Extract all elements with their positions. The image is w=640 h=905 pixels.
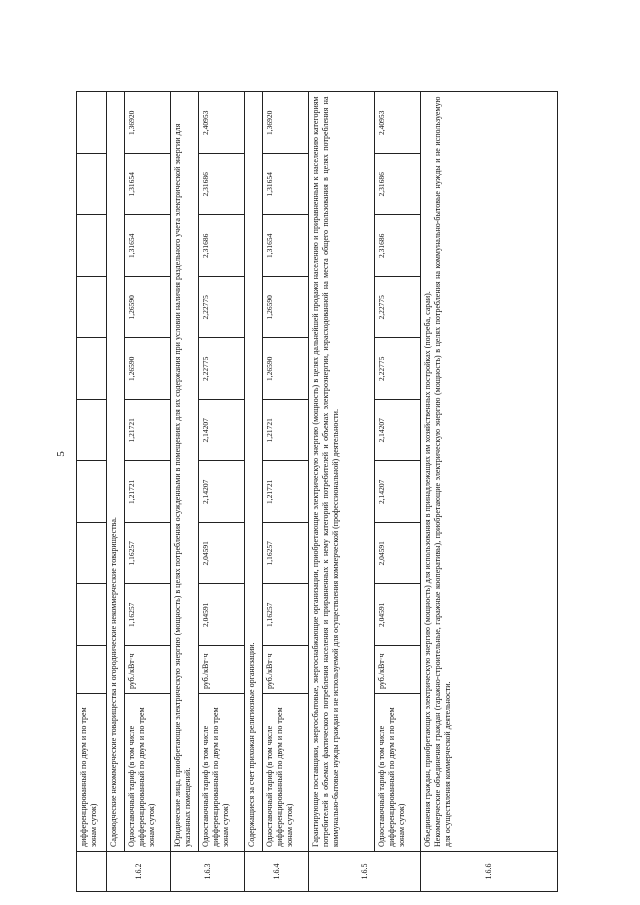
value-cell: 2,31686 [199, 215, 245, 277]
value-cell [77, 154, 107, 216]
value-cell: 1,16257 [263, 584, 309, 646]
row-number [77, 852, 107, 892]
value-cell: 1,26590 [125, 338, 171, 400]
tariff-table [76, 92, 558, 893]
row-name: дифференцированный по двум и по трем зонам суток) [77, 694, 107, 852]
value-cell: 1,21721 [125, 461, 171, 523]
value-cell: 2,31686 [199, 154, 245, 216]
value-cell: 2,22775 [199, 277, 245, 339]
value-cell: 1,16257 [125, 584, 171, 646]
row-number: 1.6.2 [107, 852, 171, 892]
value-cell: 2,04591 [375, 523, 421, 585]
unit-cell: руб./кВт·ч [263, 646, 309, 694]
value-cell: 1,26590 [125, 277, 171, 339]
value-cell [77, 400, 107, 462]
unit-cell: руб./кВт·ч [199, 646, 245, 694]
value-cell [77, 92, 107, 154]
value-cell: 2,31686 [375, 154, 421, 216]
value-cell: 2,22775 [199, 338, 245, 400]
table-row [199, 92, 245, 892]
rate-name: Одноставочный тариф (в том числе дифференцированный по двум и по трем зонам суток) [263, 694, 309, 852]
value-cell: 1,31654 [125, 154, 171, 216]
row-number: 1.6.6 [421, 852, 558, 892]
value-cell: 2,40953 [199, 92, 245, 154]
unit-cell: руб./кВт·ч [375, 646, 421, 694]
section-title: Объединения граждан, приобретающих электрическую энергию (мощность) для использования в принадлежащих им хозяйственных постройках (погреба, сараи). Некоммерческие объединения граждан (гаражно-строительные, гаражные кооперативы), приобретающие электрическую энергию (мощность) в целях потребления на коммунально-бытовые нужды и не используемую для осуществления коммерческой деятельности. [421, 92, 558, 852]
section-title: Гарантирующие поставщики, энергосбытовые, энергоснабжающие организации, приобретающие электрическую энергию (мощность) в целях дальнейшей продажи населению и приравненным к населению категориям потребителей в объемах фактического потребления населения и приравненных к нему категорий потребителей и объемах электроэнергии, израсходованной на места общего пользования в целях потребления на коммунально-бытовые нужды граждан и не используемой для осуществления коммерческой (профессиональной) деятельности. [309, 92, 375, 852]
rate-name: Одноставочный тариф (в том числе дифференцированный по двум и по трем зонам суток) [375, 694, 421, 852]
value-cell: 2,04591 [375, 584, 421, 646]
value-cell [77, 461, 107, 523]
unit-cell [77, 646, 107, 694]
section-header-row [171, 92, 199, 892]
rate-name: Одноставочный тариф (в том числе дифференцированный по двум и по трем зонам суток) [199, 694, 245, 852]
section-title: Садоводческие некоммерческие товарищества и огороднические некоммерческие товарищества. [107, 92, 125, 852]
value-cell: 2,14207 [375, 461, 421, 523]
value-cell: 1,36920 [125, 92, 171, 154]
value-cell: 2,14207 [199, 461, 245, 523]
value-cell: 2,14207 [199, 400, 245, 462]
unit-cell: руб./кВт·ч [125, 646, 171, 694]
value-cell: 1,36920 [263, 92, 309, 154]
value-cell: 1,31654 [263, 215, 309, 277]
value-cell: 2,31686 [375, 215, 421, 277]
value-cell: 2,22775 [375, 277, 421, 339]
value-cell: 2,04591 [199, 584, 245, 646]
value-cell: 1,31654 [125, 215, 171, 277]
rotated-table-wrapper [76, 92, 558, 892]
value-cell: 1,21721 [125, 400, 171, 462]
value-cell: 2,14207 [375, 400, 421, 462]
value-cell: 1,31654 [263, 154, 309, 216]
table-row [263, 92, 309, 892]
table-row [77, 92, 107, 892]
value-cell: 2,22775 [375, 338, 421, 400]
value-cell [77, 584, 107, 646]
section-title: Юридические лица, приобретающие электрическую энергию (мощность) в целях потребления осужденными в помещениях для их содержания при условии наличия раздельного учета электрической энергии для указанных помещений. [171, 92, 199, 852]
table-row [375, 92, 421, 892]
value-cell [77, 277, 107, 339]
value-cell [77, 523, 107, 585]
value-cell: 2,40953 [375, 92, 421, 154]
value-cell [77, 338, 107, 400]
section-header-row [245, 92, 263, 892]
row-number: 1.6.3 [171, 852, 245, 892]
value-cell: 1,16257 [263, 523, 309, 585]
rate-name: Одноставочный тариф (в том числе дифференцированный по двум и по трем зонам суток) [125, 694, 171, 852]
section-header-row [421, 92, 558, 892]
value-cell: 1,16257 [125, 523, 171, 585]
section-header-row [309, 92, 375, 892]
value-cell: 1,21721 [263, 400, 309, 462]
page-number: 5 [54, 451, 67, 457]
value-cell: 1,26590 [263, 338, 309, 400]
section-header-row [107, 92, 125, 892]
document-page [76, 92, 558, 892]
value-cell: 2,04591 [199, 523, 245, 585]
value-cell: 1,21721 [263, 461, 309, 523]
table-row [125, 92, 171, 892]
row-number: 1.6.5 [309, 852, 421, 892]
value-cell: 1,26590 [263, 277, 309, 339]
section-title: Содержащиеся за счет прихожан религиозные организации. [245, 92, 263, 852]
value-cell [77, 215, 107, 277]
row-number: 1.6.4 [245, 852, 309, 892]
